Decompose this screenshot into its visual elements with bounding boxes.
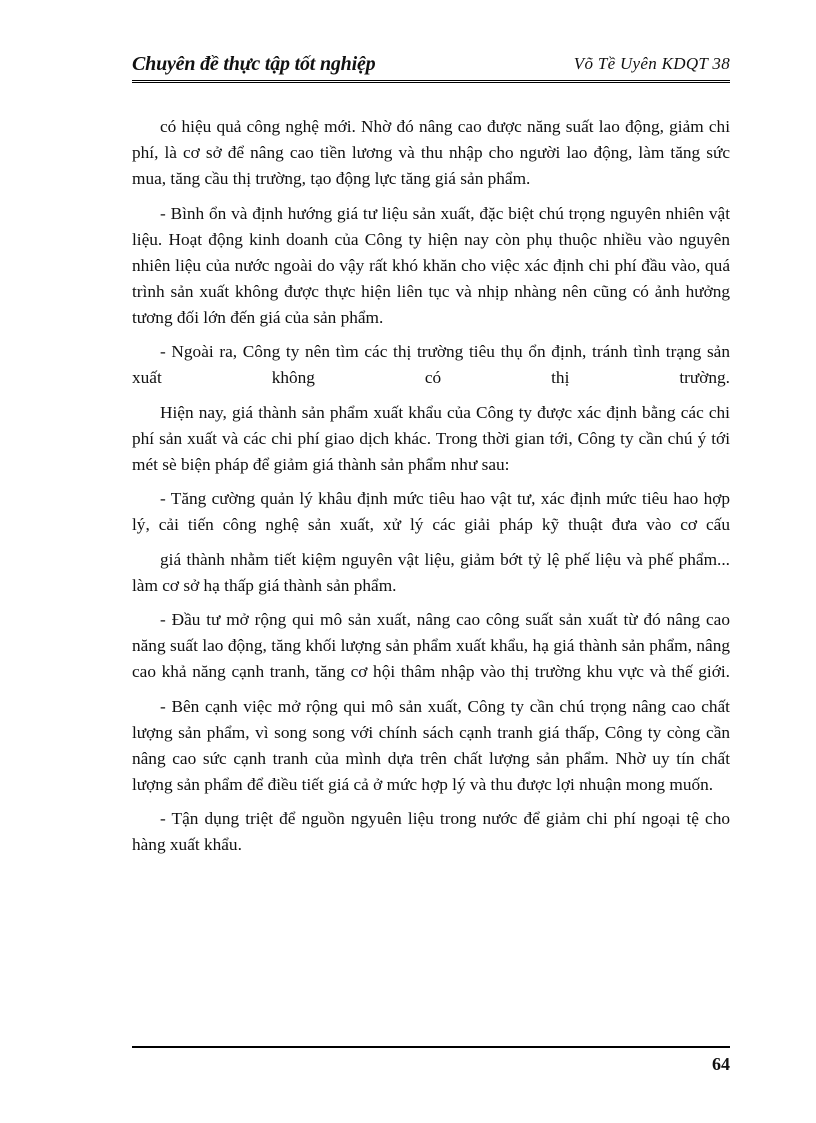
page-number: 64 bbox=[712, 1054, 730, 1074]
paragraph-5: - Tăng cường quản lý khâu định mức tiêu hao vật tư, xác định mức tiêu hao hợp lý, cải tiến công nghệ sản xuất, xử lý các giải pháp kỹ thuật đưa vào cơ cấu bbox=[132, 489, 730, 534]
paragraph-2: - Bình ổn và định hướng giá tư liệu sản xuất, đặc biệt chú trọng nguyên nhiên vật liệu. Hoạt động kinh doanh của Công ty hiện nay còn phụ thuộc nhiều vào nguyên nhiên liệu của nước ngoài do vậy rất khó khăn cho việc xác định chi phí đầu vào, quá trình sản xuất không được thực hiện liên tục và nhịp nhàng nên cũng có ảnh hưởng tương đối lớn đến giá của sản phẩm. bbox=[132, 203, 730, 327]
paragraph-1: có hiệu quả công nghệ mới. Nhờ đó nâng cao được năng suất lao động, giảm chi phí, là cơ sở để nâng cao tiền lương và thu nhập cho người lao động, làm tăng sức mua, tăng cầu thị trường, tạo động lực tăng giá sản phẩm. bbox=[132, 117, 730, 188]
paragraph-6: giá thành nhằm tiết kiệm nguyên vật liệu, giảm bớt tỷ lệ phế liệu và phế phẩm... làm cơ sở hạ thấp giá thành sản phẩm. bbox=[132, 549, 730, 595]
paragraph-4: Hiện nay, giá thành sản phẩm xuất khẩu của Công ty được xác định bằng các chi phí sản xuất và các chi phí giao dịch khác. Trong thời gian tới, Công ty cần chú ý tới mét sè biện pháp để giảm giá thành sản phẩm như sau: bbox=[132, 402, 730, 474]
paragraph-9: - Tận dụng triệt để nguồn ngyuên liệu trong nước để giảm chi phí ngoại tệ cho hàng xuất khẩu. bbox=[132, 809, 730, 854]
footer-divider bbox=[132, 1046, 730, 1048]
document-body bbox=[132, 114, 730, 867]
page-header bbox=[132, 48, 730, 83]
header-title: Chuyên đề thực tập tốt nghiệp bbox=[132, 52, 376, 75]
paragraph-8: - Bên cạnh việc mở rộng qui mô sản xuất, Công ty cần chú trọng nâng cao chất lượng sản phẩm, vì song song với chính sách cạnh tranh giá thấp, Công ty còng cần nâng cao sức cạnh tranh của mình dựa trên chất lượng sản phẩm. Nhờ uy tín chất lượng sản phẩm để điều tiết giá cả ở mức hợp lý và thu được lợi nhuận mong muốn. bbox=[132, 696, 730, 794]
paragraph-7: - Đầu tư mở rộng qui mô sản xuất, nâng cao công suất sản xuất từ đó nâng cao năng suất lao động, tăng khối lượng sản phẩm xuất khẩu, hạ giá thành sản phẩm, nâng cao khả năng cạnh tranh, tăng cơ hội thâm nhập vào thị trường khu vực và thế giới. bbox=[132, 610, 730, 681]
header-author: Võ Tề Uyên KDQT 38 bbox=[573, 54, 730, 73]
paragraph-3: - Ngoài ra, Công ty nên tìm các thị trường tiêu thụ ổn định, tránh tình trạng sản xuất không có thị trường. bbox=[132, 342, 730, 387]
